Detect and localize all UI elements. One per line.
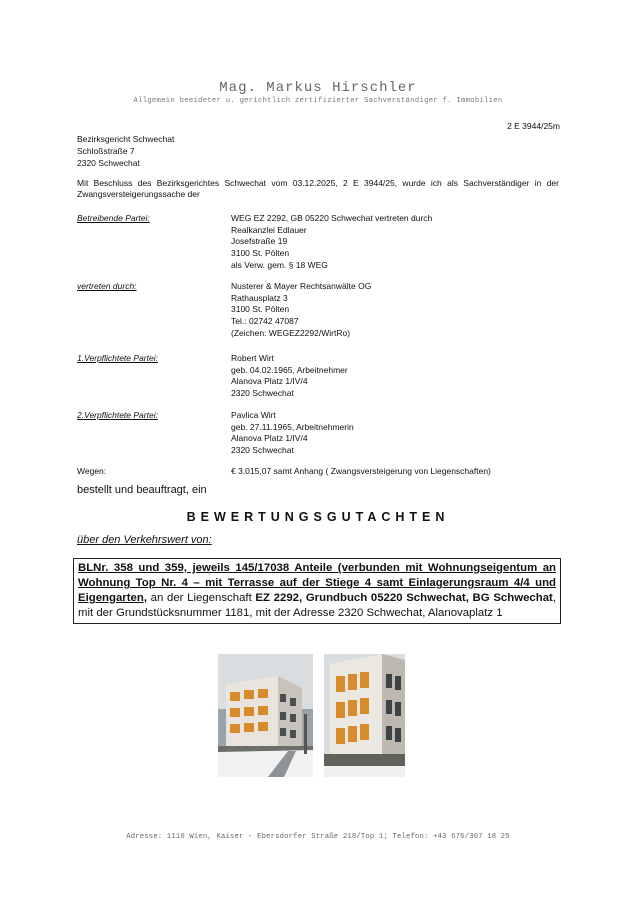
party-details-betreibende xyxy=(231,213,432,272)
wegen-value: € 3.015,07 samt Anhang ( Zwangsversteigerung von Liegenschaften) xyxy=(231,466,491,476)
footer-address: Adresse: 1110 Wien, Kaiser - Ebersdorfer Straße 218/Top 1; Telefon: +43 676/307 18 25 xyxy=(126,833,510,841)
property-registry: EZ 2292, Grundbuch 05220 Schwechat, BG Schwechat xyxy=(255,592,553,604)
property-text-2: , mit der Grundstücksnummer 1181, mit der Adresse 2320 Schwechat, Alanovaplatz 1 xyxy=(78,592,556,619)
property-units: BLNr. 358 und 359, jeweils 145/17038 Anteile (verbunden mit Wohnungseigentum an Wohnung Top Nr. 4 – mit Terrasse auf der Stiege 4 samt Einlagerungsraum 4/4 und Eigengarten, xyxy=(78,562,556,604)
party-line: Rathausplatz 3 xyxy=(231,292,288,303)
intro-paragraph: Mit Beschluss des Bezirksgerichtes Schwechat vom 03.12.2025, 2 E 3944/25, wurde ich als Sachverständiger in der Zwangsversteigerungssache der xyxy=(77,178,559,199)
party-line: Pavlica Wirt xyxy=(231,410,276,420)
ueber-heading: über den Verkehrswert von: xyxy=(77,534,212,546)
building-photo-2 xyxy=(324,654,405,777)
party-line: (Zeichen: WEGEZ2292/WirtRo) xyxy=(231,327,351,338)
expert-subtitle: Allgemein beeideter u. gerichtlich zertifizierter Sachverständiger f. Immobilien xyxy=(133,97,503,105)
court-name: Bezirksgericht Schwechat xyxy=(77,134,175,144)
party-line: geb. 27.11.1965, Arbeitnehmerin xyxy=(231,421,354,432)
party-line: Robert Wirt xyxy=(231,353,274,363)
expert-name: Mag. Markus Hirschler xyxy=(219,80,417,96)
party-line: Tel.: 02742 47087 xyxy=(231,316,299,327)
party-line: 3100 St. Pölten xyxy=(231,304,290,315)
bestellt-text: bestellt und beauftragt, ein xyxy=(77,484,207,496)
court-city: 2320 Schwechat xyxy=(77,158,140,168)
party-label-betreibende: Betreibende Partei: xyxy=(77,213,150,223)
building-photo-1 xyxy=(218,654,313,777)
party-line: 2320 Schwechat xyxy=(231,445,294,456)
document-title: BEWERTUNGSGUTACHTEN xyxy=(186,510,450,524)
party-line: 2320 Schwechat xyxy=(231,388,294,399)
party-line: Alanova Platz 1/IV/4 xyxy=(231,376,308,387)
party-label-vertreten: vertreten durch: xyxy=(77,281,137,291)
case-number: 2 E 3944/25m xyxy=(507,121,560,131)
party-label-verpflichtete-1: 1.Verpflichtete Partei: xyxy=(77,353,158,363)
court-street: Schloßstraße 7 xyxy=(77,146,135,156)
property-description-box xyxy=(73,558,561,624)
party-details-verpflichtete-2 xyxy=(231,410,354,457)
party-line: geb. 04.02.1965, Arbeitnehmer xyxy=(231,364,348,375)
party-line: WEG EZ 2292, GB 05220 Schwechat vertreten durch xyxy=(231,213,433,223)
party-line: Josefstraße 19 xyxy=(231,236,288,247)
party-line: als Verw. gem. § 18 WEG xyxy=(231,259,328,270)
party-line: 3100 St. Pölten xyxy=(231,248,290,259)
court-address xyxy=(77,133,174,169)
property-text-1: an der Liegenschaft xyxy=(147,592,256,604)
party-label-verpflichtete-2: 2.Verpflichtete Partei: xyxy=(77,410,158,420)
party-details-vertreten xyxy=(231,281,371,340)
party-line: Alanova Platz 1/IV/4 xyxy=(231,433,308,444)
party-details-verpflichtete-1 xyxy=(231,353,348,400)
wegen-label: Wegen: xyxy=(77,466,107,476)
party-line: Realkanzlei Edlauer xyxy=(231,224,307,235)
party-line: Nusterer & Mayer Rechtsanwälte OG xyxy=(231,281,372,291)
